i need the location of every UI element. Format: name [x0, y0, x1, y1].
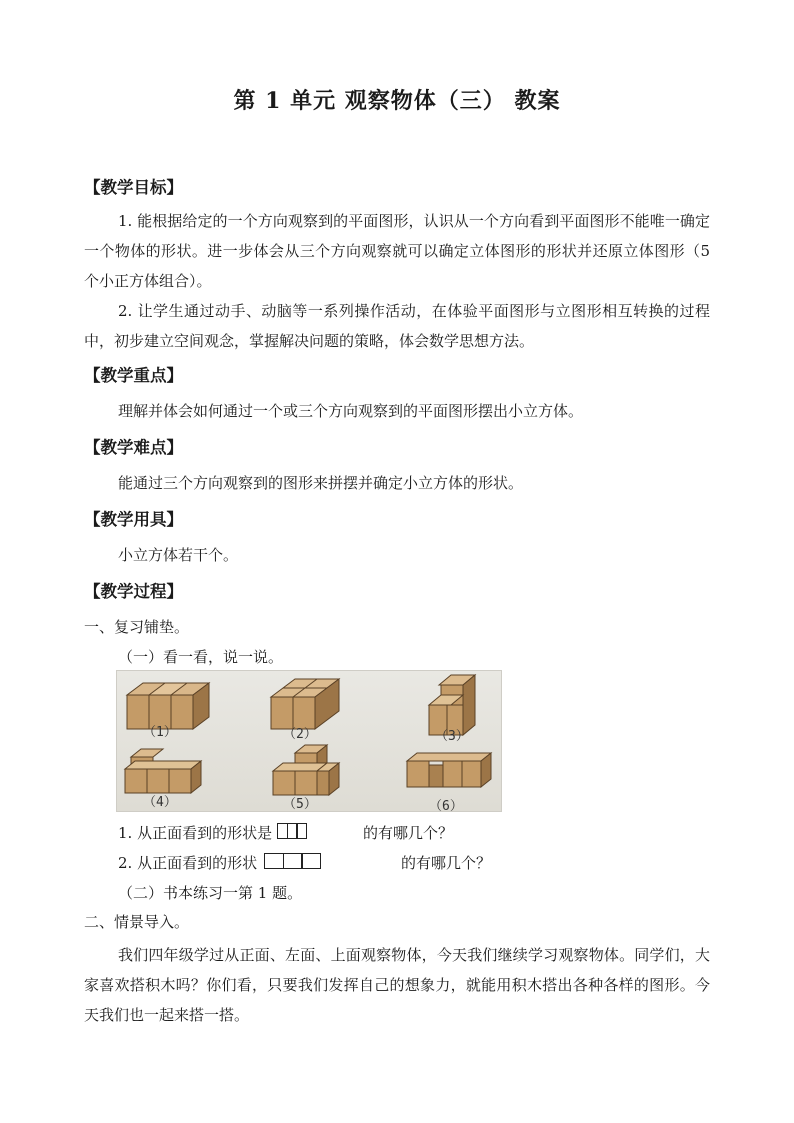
process-part-1: 一、复习铺垫。: [84, 618, 190, 636]
cube-figure-1: [123, 677, 243, 745]
intro-paragraph: 我们四年级学过从正面、左面、上面观察物体，今天我们继续学习观察物体。同学们，大家喜欢搭积木吗？你们看，只要我们发挥自己的想象力，就能用积木搭出各种各样的图形。今天我们也一起来搭一搭。: [84, 946, 710, 1024]
cube-figures-photo: [116, 670, 502, 812]
cube-figure-4: [123, 745, 243, 813]
heading-objectives: 【教学目标】: [84, 178, 183, 197]
two-square-shape-icon: [279, 823, 308, 845]
question-1-suffix: 的有哪几个？: [362, 824, 453, 842]
heading-key-points: 【教学重点】: [84, 366, 183, 385]
figure-caption-2: （2）: [283, 727, 317, 742]
figure-caption-3: （3）: [435, 729, 469, 744]
objectives-paragraph-1: 1. 能根据给定的一个方向观察到的平面图形，认识从一个方向看到平面图形不能唯一确定一个物体的形状。进一步体会从三个方向观察就可以确定立体图形的形状并还原立体图形（5 个小正方体组合）。: [84, 212, 710, 290]
question-1: [118, 822, 453, 845]
page-title: 第 1 单元 观察物体（三） 教案: [233, 88, 561, 114]
process-sub-2: （二）书本练习一第 1 题。: [118, 884, 303, 902]
figure-caption-1: （1）: [143, 725, 177, 740]
heading-process: 【教学过程】: [84, 582, 183, 601]
objectives-paragraph-2: 2. 让学生通过动手、动脑等一系列操作活动，在体验平面图形与立图形相互转换的过程中，初步建立空间观念，掌握解决问题的策略，体会数学思想方法。: [84, 302, 710, 350]
heading-difficulties: 【教学难点】: [84, 438, 183, 457]
question-2-prefix: 2. 从正面看到的形状: [118, 854, 258, 872]
difficulties-paragraph: 能通过三个方向观察到的图形来拼摆并确定小立方体的形状。: [118, 474, 524, 492]
figure-caption-4: （4）: [143, 795, 177, 810]
cube-figure-6: [403, 747, 523, 815]
key-points-paragraph: 理解并体会如何通过一个或三个方向观察到的平面图形摆出小立方体。: [118, 402, 584, 420]
question-2-suffix: 的有哪几个？: [400, 854, 491, 872]
three-square-shape-icon: [266, 853, 322, 875]
figure-caption-6: （6）: [429, 799, 463, 814]
process-part-2: 二、情景导入。: [84, 913, 190, 931]
tools-paragraph: 小立方体若干个。: [118, 546, 239, 564]
heading-tools: 【教学用具】: [84, 510, 183, 529]
question-2: [118, 852, 491, 875]
process-sub-1: （一）看一看，说一说。: [118, 648, 284, 666]
figure-caption-5: （5）: [283, 797, 317, 812]
question-1-prefix: 1. 从正面看到的形状是: [118, 824, 273, 842]
